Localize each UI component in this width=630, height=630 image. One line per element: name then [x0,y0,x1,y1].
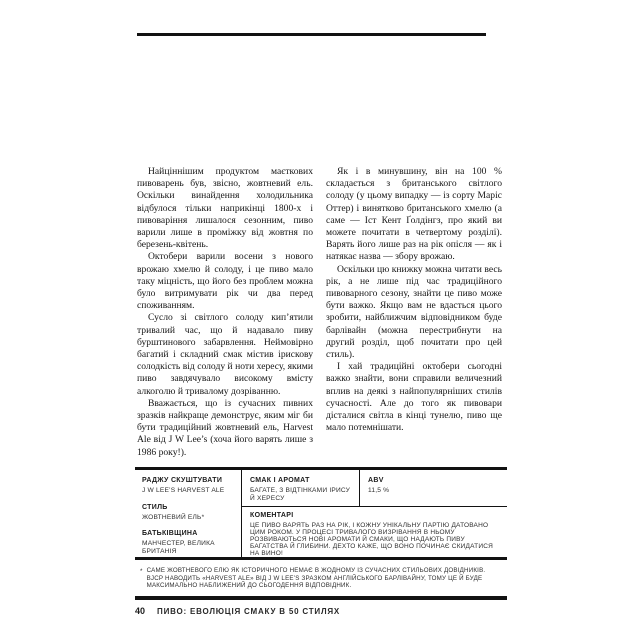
origin-value: МАНЧЕСТЕР, ВЕЛИКА БРИТАНІЯ [142,540,215,555]
right-paragraph-1: Як і в минувшину, він на 100 % складається з британського світлого солоду (у цьому випадку — із сорту Маріс Оттер) і винятково британського хмелю (а саме — Іст Кент Ґолдінгз, про який ви можете почитати в четвертому розділі). Варять його лише раз на рік опісля — як і натякає назва — збору врожаю. [326,166,502,263]
recommend-field [142,477,235,495]
abv-value: 11,5 % [368,487,390,494]
footnote-asterisk: * [140,568,143,575]
comments-value: ЦЕ ПИВО ВАРЯТЬ РАЗ НА РІК, І КОЖНУ УНІКАЛЬНУ ПАРТІЮ ДАТОВАНО ЦИМ РОКОМ. У ПРОЦЕСІ ТРИВАЛОГО ВИЗРІВАННЯ В НЬОМУ РОЗВИВАЮТЬСЯ НОВІ АРОМАТИ Й СМАКИ, ЩО НАДАЮТЬ ПИВУ БАГАТСТВА Й ГЛИБИНИ. ДЕХТО КАЖЕ, ЩО ВОНО ПОЧИНАЄ СКИДАТИСЯ НА ВИНО! [250,521,494,557]
beer-spec-table [135,467,507,560]
left-paragraph-3: Сусло зі світлого солоду кип’ятили тривалий час, що й надавало пиву бурштинового забарвлення. Неймовірно багатий і складний смак містив ірискову солодкість від солоду й ноти хересу, якими пиво завдячувало високому вмісту алкоголю й тривалому дозріванню. [137,312,313,397]
page-footer [135,606,507,616]
recommend-label: РАДЖУ СКУШТУВАТИ [142,477,223,484]
spec-table-top-row [242,470,507,507]
footnote [140,567,502,590]
article-right-column [326,166,502,459]
right-paragraph-3: І хай традиційні октобери сьогодні важко знайти, вони справили величезний вплив на деякі з найпопулярніших стилів сучасності. Але до того як пивовари дісталися світла в кінці тунелю, пиво ще мало потемнішати. [326,361,502,434]
origin-label: БАТЬКІВЩИНА [142,530,198,537]
left-paragraph-4: Вважається, що із сучасних пивних зразків найкраще демонструє, яким міг би бути традиційний жовтневий ель, Harvest Ale від J W Lee’s (хоча його варять лише з 1986 року!). [137,397,313,458]
footer-book-title: ПИВО: ЕВОЛЮЦІЯ СМАКУ В 50 СТИЛЯХ [157,607,341,616]
style-value: ЖОВТНЕВИЙ ЕЛЬ* [142,513,205,521]
style-field [142,504,235,522]
right-paragraph-2: Оскільки цю книжку можна читати весь рік, а не лише під час традиційного пивоварного сезону, знайти це пиво може бути важко. Якщо вам не вдасться цього зробити, найближчим відповідником буде барлівайн (можна перестрибнути на другий розділ, щоб почитати про цей стиль). [326,263,502,361]
left-paragraph-2: Октобери варили восени з нового врожаю хмелю й солоду, і це пиво мало таку міцність, що його без проблем можна було витримувати рік чи два перед споживанням. [137,251,313,312]
article-body [137,166,502,459]
article-left-column [137,166,313,459]
left-paragraph-1: Найціннішим продуктом маєткових пивоварень був, звісно, жовтневий ель. Оскільки винайдення холодильника відбулося тільки наприкінці 1800-х і пивоваріння лишалося сезонним, пиво варили лише в проміжку від жовтня по березень-квітень. [137,166,313,251]
comments-label: КОМЕНТАРІ [250,511,294,519]
style-label: СТИЛЬ [142,503,168,511]
abv-label: ABV [368,477,384,484]
spec-table-right-column [242,470,507,557]
footer-rule [135,596,507,600]
recommend-value: J W LEE’S HARVEST ALE [142,487,225,494]
taste-label: СМАК І АРОМАТ [250,477,310,484]
origin-field [142,530,235,556]
spec-table-left-column [135,470,242,557]
top-rule [137,33,486,36]
comments-field [242,507,507,557]
footnote-text: САМЕ ЖОВТНЕВОГО ЕЛЮ ЯК ІСТОРИЧНОГО НЕМАЄ В ЖОДНОМУ ІЗ СУЧАСНИХ СТИЛЬОВИХ ДОВІДНИКІВ. BJCP НАВОДИТЬ «HARVEST ALE» ВІД J W LEE’S ЗРАЗКОМ АНГЛІЙСЬКОГО БАРЛІВАЙНУ, ТОМУ ЦЕ Й БУДЕ МАКСИМАЛЬНО НАБЛИЖЕНИЙ ДО СЬОГОДЕННЯ ВІДПОВІДНИК. [146,567,486,590]
abv-field [360,470,507,506]
taste-field [242,470,360,506]
taste-value: БАГАТЕ, З ВІДТІНКАМИ ІРИСУ Й ХЕРЕСУ [250,487,351,502]
page-number: 40 [135,606,146,616]
